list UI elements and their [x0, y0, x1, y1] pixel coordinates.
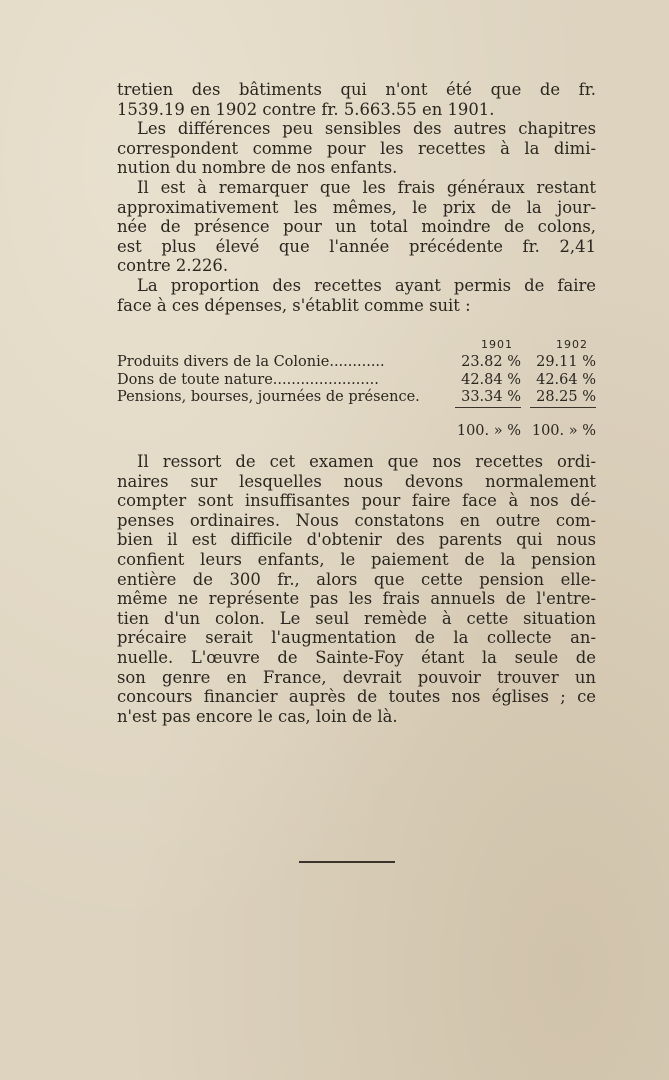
year-header-1901: 1901 — [481, 338, 513, 351]
value-1902: 42.64 % — [536, 371, 596, 388]
text-line: entière de 300 fr., alors que cette pension elle- — [117, 569, 596, 589]
value-1901: 33.34 % — [461, 389, 521, 405]
value-1902: 28.25 % — [536, 389, 596, 405]
body-text-top — [117, 80, 596, 315]
section-divider — [299, 861, 395, 863]
text-line: tien d'un colon. Le seul remède à cette situation — [117, 608, 596, 628]
sum-rule-1901 — [455, 407, 521, 408]
text-line: est plus élevé que l'année précédente fr. 2,41 — [117, 236, 596, 256]
text-line: née de présence pour un total moindre de colons, — [117, 217, 596, 237]
body-text-bottom — [117, 452, 596, 726]
text-line: nuelle. L'œuvre de Sainte-Foy étant la seule de — [117, 647, 596, 667]
totals-row — [117, 417, 596, 439]
text-line: Il est à remarquer que les frais généraux restant — [137, 177, 596, 197]
text-line: approximativement les mêmes, le prix de la jour- — [117, 197, 596, 217]
text-line: nution du nombre de nos enfants. — [117, 158, 398, 178]
total-1902: 100. » % — [531, 422, 596, 439]
text-line: penses ordinaires. Nous constatons en outre com- — [117, 510, 596, 530]
total-1901: 100. » % — [456, 422, 521, 439]
text-line: correspondent comme pour les recettes à la dimi- — [117, 138, 596, 158]
text-line: n'est pas encore le cas, loin de là. — [117, 706, 398, 726]
revenue-proportion-table — [117, 336, 596, 439]
text-line: confient leurs enfants, le paiement de la pension — [117, 549, 596, 569]
text-line: Les différences peu sensibles des autres chapitres — [137, 119, 596, 139]
table-row — [117, 372, 596, 390]
text-line: contre 2.226. — [117, 256, 229, 276]
text-line: bien il est difficile d'obtenir des parents qui nous — [117, 530, 596, 550]
text-line: compter sont insuffisantes pour faire face à nos dé- — [117, 491, 596, 511]
text-line: précaire serait l'augmentation de la collecte an- — [117, 628, 596, 648]
text-line: même ne représente pas les frais annuels de l'entre- — [117, 589, 596, 609]
text-line: concours financier auprès de toutes nos églises ; ce — [117, 687, 596, 707]
sum-rule-1902 — [530, 407, 596, 408]
row-label: Produits divers de la Colonie............ — [117, 354, 385, 370]
value-1901: 23.82 % — [461, 354, 521, 370]
year-header-1902: 1902 — [556, 338, 588, 351]
table-header — [117, 336, 596, 354]
text-line: 1539.19 en 1902 contre fr. 5.663.55 en 1901. — [117, 99, 495, 119]
table-row — [117, 389, 596, 407]
text-line: son genre en France, devrait pouvoir trouver un — [117, 667, 596, 687]
table-row — [117, 354, 596, 372]
text-line: Il ressort de cet examen que nos recettes ordi- — [137, 452, 596, 471]
text-line: tretien des bâtiments qui n'ont été que de fr. — [117, 80, 596, 99]
value-1902: 29.11 % — [536, 354, 596, 370]
text-line: La proportion des recettes ayant permis de faire — [137, 275, 596, 295]
row-label: Dons de toute nature....................... — [117, 371, 379, 388]
text-line: face à ces dépenses, s'établit comme suit : — [117, 295, 471, 315]
text-line: naires sur lesquelles nous devons normalement — [117, 471, 596, 491]
row-label: Pensions, bourses, journées de présence. — [117, 389, 420, 405]
value-1901: 42.84 % — [461, 371, 521, 388]
